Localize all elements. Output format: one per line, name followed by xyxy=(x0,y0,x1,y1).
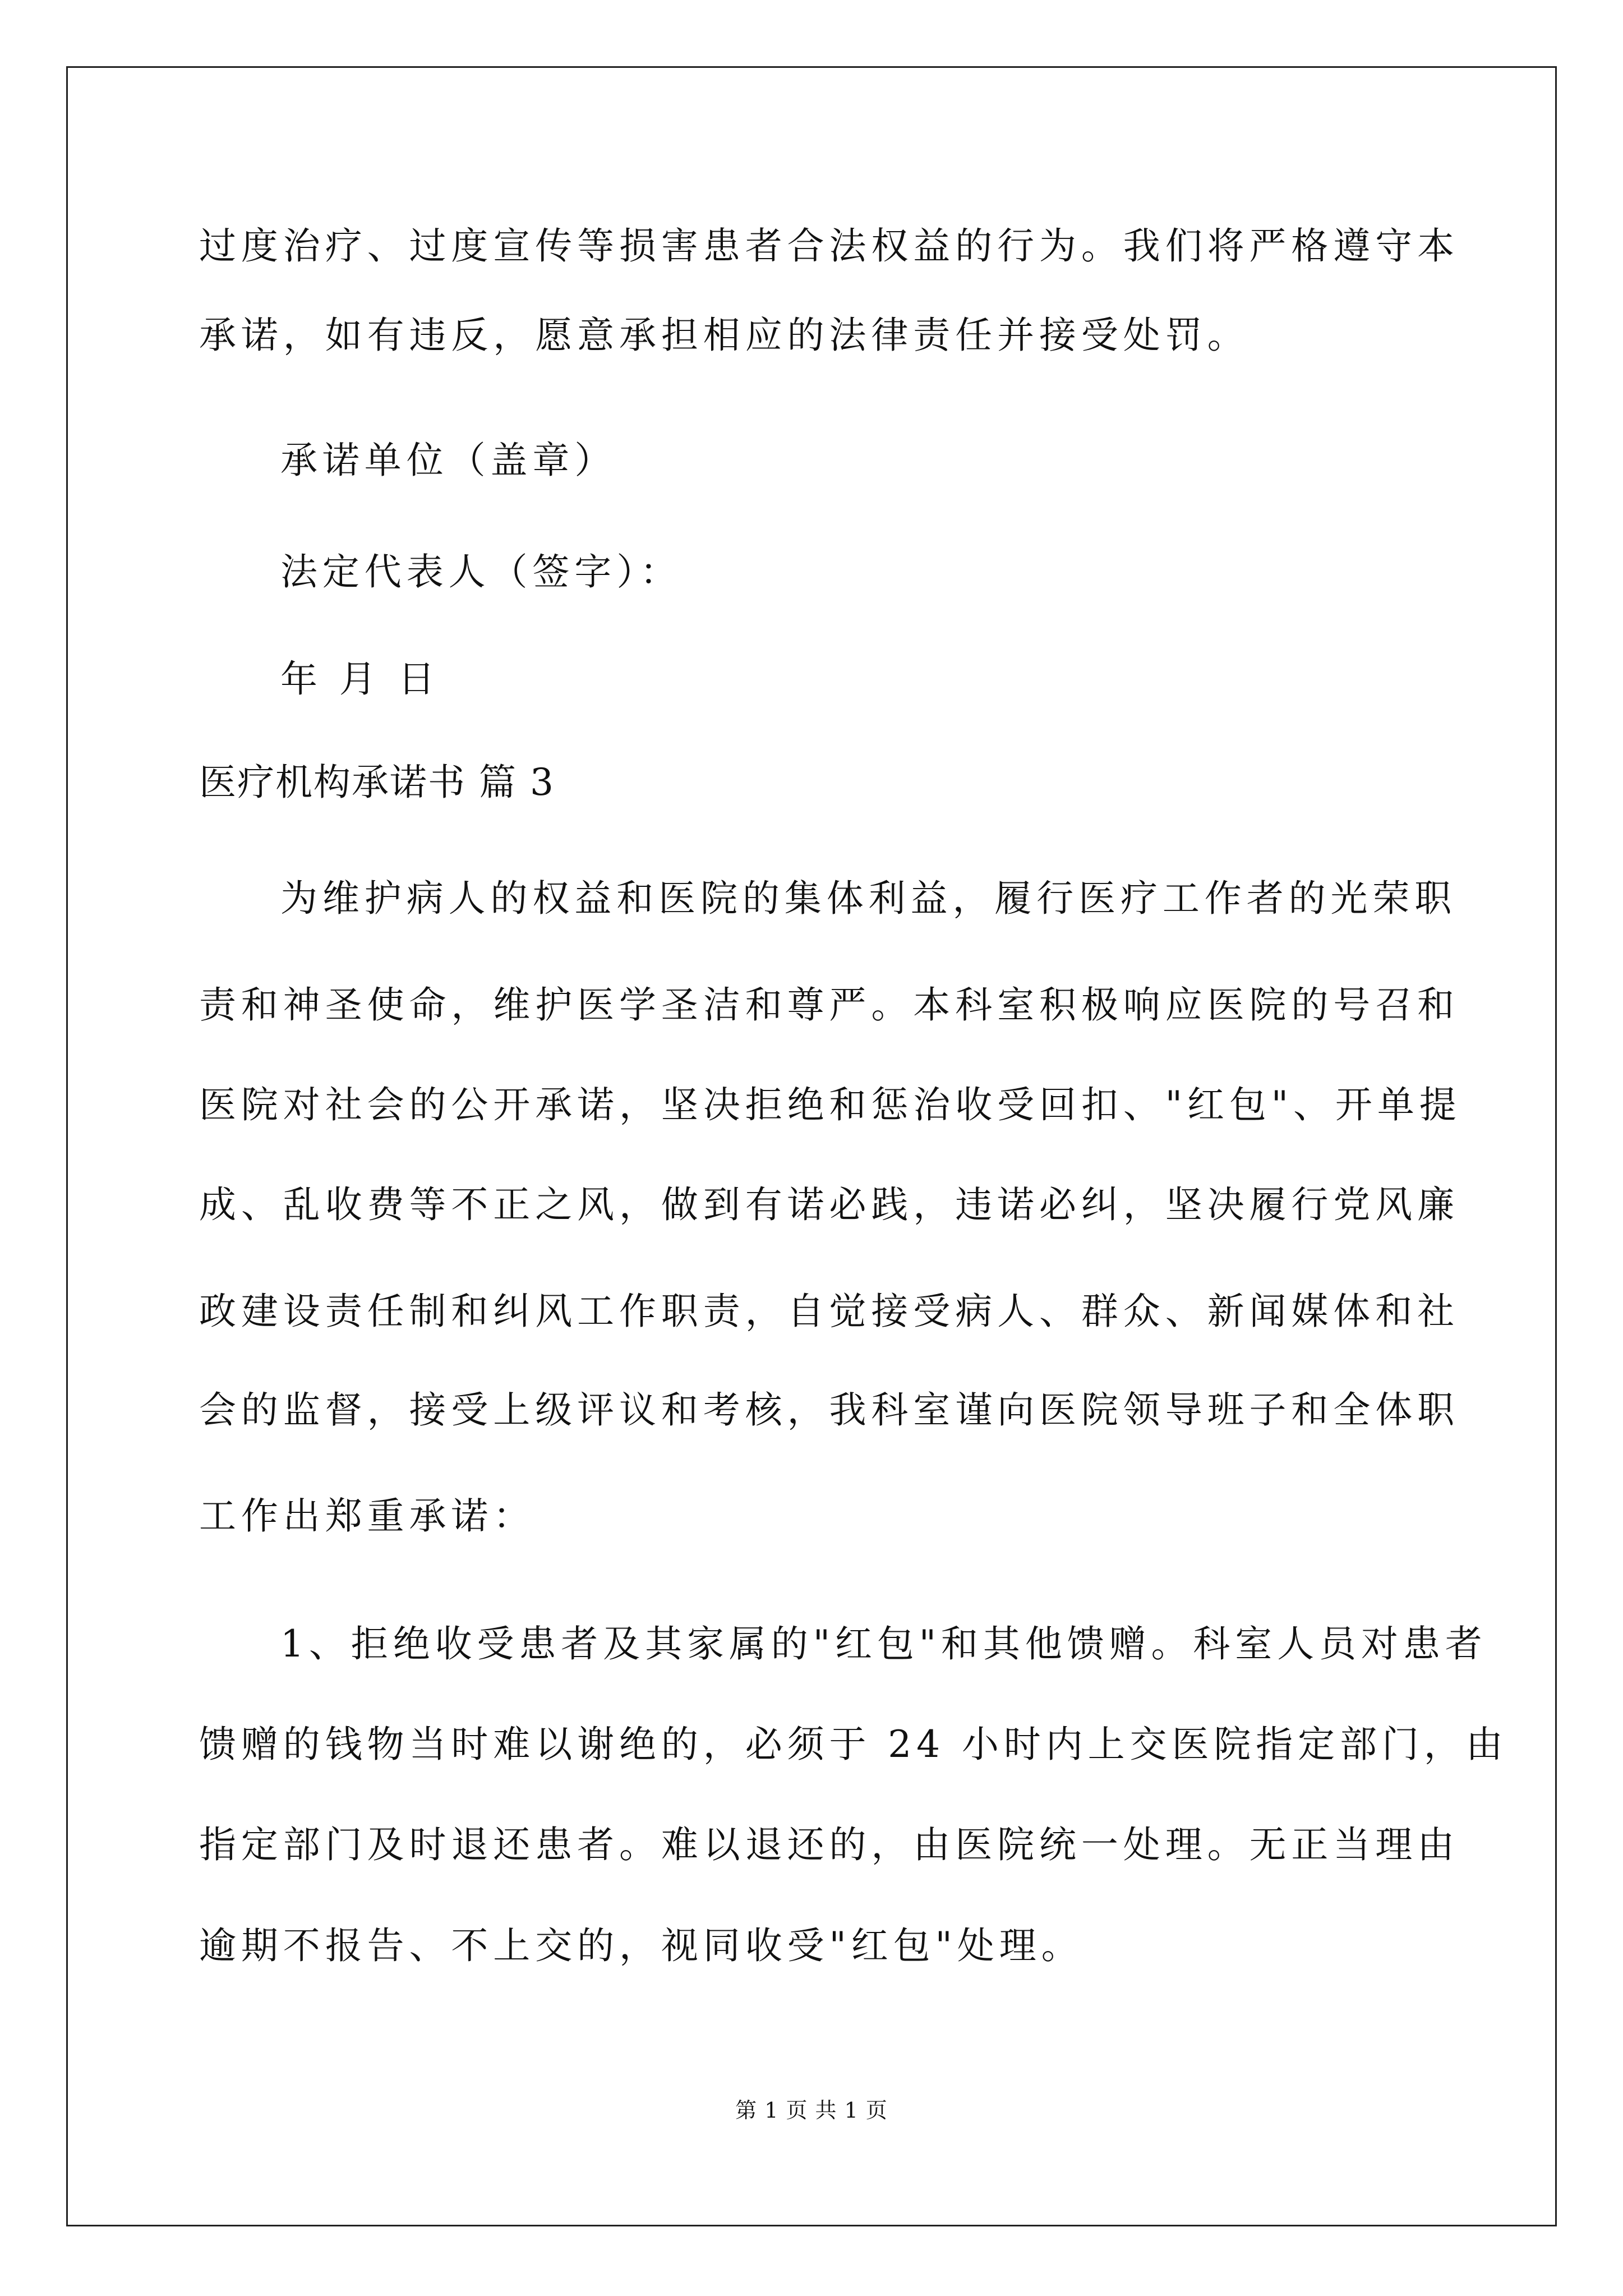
section-heading: 医疗机构承诺书 篇 3 xyxy=(199,761,555,804)
paragraph-line: 会的监督，接受上级评议和考核，我科室谨向医院领导班子和全体职 xyxy=(199,1388,1459,1432)
paragraph-line: 指定部门及时退还患者。难以退还的，由医院统一处理。无正当理由 xyxy=(199,1823,1459,1866)
paragraph-line: 工作出郑重承诺： xyxy=(199,1494,536,1538)
paragraph-line: 医院对社会的公开承诺，坚决拒绝和惩治收受回扣、"红包"、开单提 xyxy=(199,1083,1461,1126)
paragraph-line: 承诺，如有违反，愿意承担相应的法律责任并接受处罚。 xyxy=(199,314,1249,357)
paragraph-line: 过度治疗、过度宣传等损害患者合法权益的行为。我们将严格遵守本 xyxy=(199,224,1459,268)
signature-line: 法定代表人（签字）： xyxy=(280,550,682,593)
paragraph-line: 成、乱收费等不正之风，做到有诺必践，违诺必纠，坚决履行党风廉 xyxy=(199,1183,1459,1226)
paragraph-line: 为维护病人的权益和医院的集体利益，履行医疗工作者的光荣职 xyxy=(280,877,1457,920)
date-line: 年 月 日 xyxy=(280,657,440,701)
list-item: 1、拒绝收受患者及其家属的"红包"和其他馈赠。科室人员对患者 xyxy=(280,1622,1487,1665)
paragraph-line: 责和神圣使命，维护医学圣洁和尊严。本科室积极响应医院的号召和 xyxy=(199,983,1459,1027)
seal-line: 承诺单位（盖章） xyxy=(280,439,617,482)
paragraph-line: 馈赠的钱物当时难以谢绝的，必须于 24 小时内上交医院指定部门，由 xyxy=(199,1723,1508,1766)
page-footer: 第 1 页 共 1 页 xyxy=(735,2098,888,2123)
page-border xyxy=(66,66,1557,2226)
paragraph-line: 政建设责任制和纠风工作职责，自觉接受病人、群众、新闻媒体和社 xyxy=(199,1290,1459,1333)
paragraph-line: 逾期不报告、不上交的，视同收受"红包"处理。 xyxy=(199,1924,1083,1967)
